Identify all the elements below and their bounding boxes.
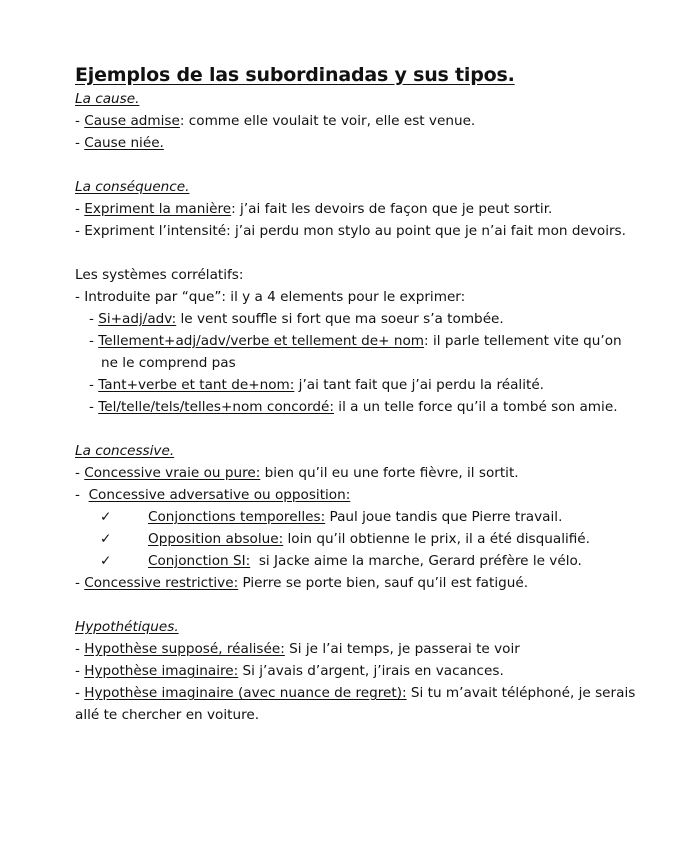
concessive-vraie: - Concessive vraie ou pure: bien qu’il eu une forte fièvre, il sortit. [75,465,519,481]
section-hypothetiques [75,616,640,726]
correlatifs-intro: - Introduite par “que”: il y a 4 elements pour le exprimer: [75,289,466,305]
document-body [75,62,640,726]
cause-item-admise: - Cause admise: comme elle voulait te voir, elle est venue. [75,113,476,129]
concessive-restrictive: - Concessive restrictive: Pierre se porte bien, sauf qu’il est fatigué. [75,575,529,591]
heading-correlatifs: Les systèmes corrélatifs: [75,267,244,283]
section-concessive [75,440,640,594]
consequence-item-intensite: - Expriment l’intensité: j’ai perdu mon stylo au point que je n’ai fait mon devoirs. [75,223,626,239]
label-maniere: Expriment la manière [84,201,232,217]
heading-hypothetiques: Hypothétiques. [75,619,179,635]
correlatif-item: - Tellement+adj/adv/verbe et tellement de+ nom: il parle tellement vite qu’on ne le comprend pas [89,333,622,371]
heading-consequence: La conséquence. [75,179,190,195]
check-item-si: ✓ Conjonction SI: si Jacke aime la marche, Gerard préfère le vélo. [75,550,640,572]
section-correlatifs [75,264,640,418]
correlatif-item: - Tant+verbe et tant de+nom: j’ai tant fait que j’ai perdu la réalité. [89,377,545,393]
document-title: Ejemplos de las subordinadas y sus tipos. [75,64,515,86]
checkmark-icon: ✓ [100,509,112,525]
consequence-item-maniere: - Expriment la manière: j’ai fait les devoirs de façon que je peut sortir. [75,201,553,217]
concessive-adversative: - Concessive adversative ou opposition: [75,487,351,503]
hypothese-item: - Hypothèse supposé, réalisée: Si je l’ai temps, je passerai te voir [75,641,520,657]
correlatif-item: - Tel/telle/tels/telles+nom concordé: il a un telle force qu’il a tombé son amie. [89,399,618,415]
label-cause-admise: Cause admise [84,113,180,129]
section-consequence [75,176,640,242]
hypothese-item: - Hypothèse imaginaire (avec nuance de regret): Si tu m’avait téléphoné, je serais allé te chercher en voiture. [75,685,636,723]
label-cause-niee: Cause niée. [84,135,164,151]
correlatif-item: - Si+adj/adv: le vent souffle si fort que ma soeur s’a tombée. [89,311,504,327]
cause-item-niee: - Cause niée. [75,135,164,151]
checkmark-icon: ✓ [100,553,112,569]
checkmark-icon: ✓ [100,531,112,547]
heading-cause: La cause. [75,91,140,107]
hypothese-item: - Hypothèse imaginaire: Si j’avais d’argent, j’irais en vacances. [75,663,504,679]
check-item-opposition: ✓ Opposition absolue: loin qu’il obtienne le prix, il a été disqualifié. [75,528,640,550]
check-item-temporelles: ✓ Conjonctions temporelles: Paul joue tandis que Pierre travail. [75,506,640,528]
section-cause [75,88,640,154]
heading-concessive: La concessive. [75,443,175,459]
